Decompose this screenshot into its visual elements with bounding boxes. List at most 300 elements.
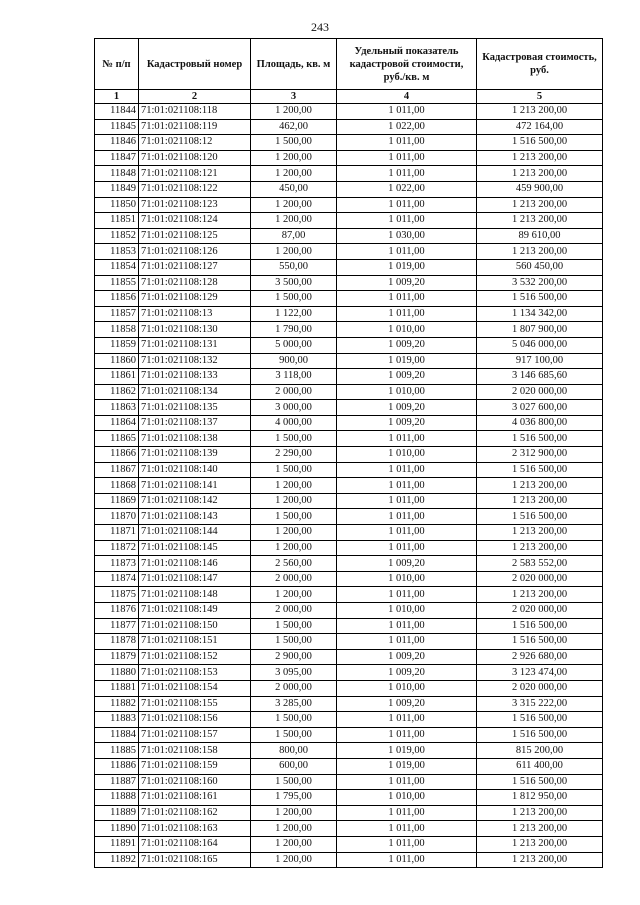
row-number-cell: 11886 [95,758,139,774]
row-number-cell: 11881 [95,680,139,696]
table-row [95,587,603,603]
area-cell: 1 200,00 [251,525,337,541]
area-cell: 600,00 [251,758,337,774]
cadastral-number-cell: 71:01:021108:139 [139,447,251,463]
cadastral-number-cell: 71:01:021108:144 [139,525,251,541]
row-number-cell: 11877 [95,618,139,634]
cadastral-cost-cell: 1 516 500,00 [477,291,603,307]
cadastral-number-cell: 71:01:021108:153 [139,665,251,681]
area-cell: 1 200,00 [251,166,337,182]
row-number-cell: 11859 [95,337,139,353]
cadastral-cost-cell: 2 020 000,00 [477,571,603,587]
cadastral-number-cell: 71:01:021108:157 [139,727,251,743]
table-row [95,696,603,712]
cadastral-cost-cell: 3 146 685,60 [477,369,603,385]
unit-cost-cell: 1 009,20 [337,369,477,385]
area-cell: 1 200,00 [251,478,337,494]
area-cell: 2 000,00 [251,571,337,587]
cadastral-number-cell: 71:01:021108:161 [139,790,251,806]
unit-cost-cell: 1 011,00 [337,478,477,494]
row-number-cell: 11846 [95,135,139,151]
cadastral-cost-cell: 1 213 200,00 [477,852,603,868]
header-cadastral-cost: Кадастровая стоимость, руб. [477,39,603,90]
unit-cost-cell: 1 011,00 [337,525,477,541]
unit-cost-cell: 1 011,00 [337,618,477,634]
unit-cost-cell: 1 011,00 [337,805,477,821]
table-row [95,727,603,743]
cadastral-cost-cell: 1 134 342,00 [477,306,603,322]
cadastral-cost-cell: 1 516 500,00 [477,462,603,478]
row-number-cell: 11850 [95,197,139,213]
area-cell: 462,00 [251,119,337,135]
cadastral-cost-cell: 1 213 200,00 [477,821,603,837]
cadastral-cost-cell: 1 213 200,00 [477,197,603,213]
table-row [95,462,603,478]
cadastral-number-cell: 71:01:021108:140 [139,462,251,478]
cadastral-number-cell: 71:01:021108:142 [139,493,251,509]
cadastral-cost-cell: 3 027 600,00 [477,400,603,416]
cadastral-cost-cell: 2 020 000,00 [477,384,603,400]
table-row [95,649,603,665]
area-cell: 1 200,00 [251,821,337,837]
cadastral-cost-cell: 89 610,00 [477,228,603,244]
cadastral-cost-cell: 472 164,00 [477,119,603,135]
area-cell: 3 095,00 [251,665,337,681]
area-cell: 450,00 [251,181,337,197]
table-row [95,665,603,681]
row-number-cell: 11882 [95,696,139,712]
row-number-cell: 11858 [95,322,139,338]
cadastral-cost-cell: 917 100,00 [477,353,603,369]
unit-cost-cell: 1 011,00 [337,462,477,478]
cadastral-number-cell: 71:01:021108:138 [139,431,251,447]
row-number-cell: 11875 [95,587,139,603]
cadastral-number-cell: 71:01:021108:164 [139,836,251,852]
area-cell: 1 200,00 [251,540,337,556]
table-row [95,821,603,837]
column-number: 4 [337,90,477,104]
row-number-cell: 11864 [95,415,139,431]
table-row [95,852,603,868]
area-cell: 1 500,00 [251,462,337,478]
row-number-cell: 11860 [95,353,139,369]
cadastral-cost-cell: 1 213 200,00 [477,540,603,556]
row-number-cell: 11861 [95,369,139,385]
unit-cost-cell: 1 030,00 [337,228,477,244]
row-number-cell: 11879 [95,649,139,665]
cadastral-number-cell: 71:01:021108:118 [139,104,251,120]
cadastral-number-cell: 71:01:021108:156 [139,712,251,728]
table-row [95,135,603,151]
unit-cost-cell: 1 011,00 [337,166,477,182]
cadastral-cost-cell: 5 046 000,00 [477,337,603,353]
column-number-row [95,90,603,104]
row-number-cell: 11852 [95,228,139,244]
unit-cost-cell: 1 010,00 [337,680,477,696]
unit-cost-cell: 1 011,00 [337,431,477,447]
row-number-cell: 11848 [95,166,139,182]
table-row [95,634,603,650]
table-row [95,259,603,275]
column-number: 2 [139,90,251,104]
cadastral-number-cell: 71:01:021108:158 [139,743,251,759]
table-row [95,712,603,728]
table-row [95,369,603,385]
cadastral-number-cell: 71:01:021108:143 [139,509,251,525]
row-number-cell: 11862 [95,384,139,400]
unit-cost-cell: 1 019,00 [337,743,477,759]
area-cell: 1 200,00 [251,587,337,603]
cadastral-cost-cell: 3 123 474,00 [477,665,603,681]
unit-cost-cell: 1 011,00 [337,727,477,743]
cadastral-number-cell: 71:01:021108:126 [139,244,251,260]
table-row [95,603,603,619]
table-row [95,571,603,587]
row-number-cell: 11872 [95,540,139,556]
cadastral-number-cell: 71:01:021108:135 [139,400,251,416]
row-number-cell: 11845 [95,119,139,135]
area-cell: 1 200,00 [251,493,337,509]
cadastral-cost-cell: 1 516 500,00 [477,727,603,743]
area-cell: 1 200,00 [251,213,337,229]
row-number-cell: 11871 [95,525,139,541]
cadastral-number-cell: 71:01:021108:127 [139,259,251,275]
unit-cost-cell: 1 011,00 [337,587,477,603]
table-row [95,618,603,634]
area-cell: 1 500,00 [251,774,337,790]
cadastral-cost-cell: 1 213 200,00 [477,104,603,120]
area-cell: 87,00 [251,228,337,244]
unit-cost-cell: 1 010,00 [337,603,477,619]
row-number-cell: 11856 [95,291,139,307]
cadastral-number-cell: 71:01:021108:129 [139,291,251,307]
row-number-cell: 11869 [95,493,139,509]
cadastral-cost-cell: 1 213 200,00 [477,805,603,821]
unit-cost-cell: 1 009,20 [337,400,477,416]
unit-cost-cell: 1 011,00 [337,104,477,120]
unit-cost-cell: 1 011,00 [337,774,477,790]
cadastral-cost-cell: 1 213 200,00 [477,478,603,494]
unit-cost-cell: 1 011,00 [337,213,477,229]
area-cell: 1 200,00 [251,244,337,260]
cadastral-cost-cell: 3 315 222,00 [477,696,603,712]
table-row [95,805,603,821]
header-area: Площадь, кв. м [251,39,337,90]
area-cell: 550,00 [251,259,337,275]
unit-cost-cell: 1 010,00 [337,322,477,338]
area-cell: 1 122,00 [251,306,337,322]
area-cell: 1 200,00 [251,836,337,852]
cadastral-number-cell: 71:01:021108:130 [139,322,251,338]
unit-cost-cell: 1 009,20 [337,275,477,291]
table-row [95,758,603,774]
cadastral-cost-cell: 1 213 200,00 [477,150,603,166]
cadastral-number-cell: 71:01:021108:12 [139,135,251,151]
row-number-cell: 11880 [95,665,139,681]
unit-cost-cell: 1 011,00 [337,509,477,525]
cadastral-cost-cell: 1 213 200,00 [477,166,603,182]
row-number-cell: 11891 [95,836,139,852]
table-row [95,244,603,260]
cadastral-cost-cell: 459 900,00 [477,181,603,197]
area-cell: 1 200,00 [251,197,337,213]
cadastral-number-cell: 71:01:021108:137 [139,415,251,431]
area-cell: 800,00 [251,743,337,759]
row-number-cell: 11885 [95,743,139,759]
cadastral-number-cell: 71:01:021108:162 [139,805,251,821]
table-row [95,384,603,400]
cadastral-number-cell: 71:01:021108:121 [139,166,251,182]
unit-cost-cell: 1 011,00 [337,493,477,509]
table-row [95,353,603,369]
row-number-cell: 11890 [95,821,139,837]
row-number-cell: 11851 [95,213,139,229]
table-row [95,680,603,696]
column-number: 3 [251,90,337,104]
row-number-cell: 11854 [95,259,139,275]
row-number-cell: 11855 [95,275,139,291]
cadastral-cost-cell: 1 516 500,00 [477,618,603,634]
row-number-cell: 11866 [95,447,139,463]
cadastral-value-table [94,38,603,868]
cadastral-cost-cell: 1 213 200,00 [477,587,603,603]
row-number-cell: 11876 [95,603,139,619]
cadastral-number-cell: 71:01:021108:120 [139,150,251,166]
unit-cost-cell: 1 011,00 [337,712,477,728]
area-cell: 1 500,00 [251,727,337,743]
area-cell: 3 500,00 [251,275,337,291]
table-row [95,509,603,525]
cadastral-cost-cell: 560 450,00 [477,259,603,275]
cadastral-cost-cell: 1 807 900,00 [477,322,603,338]
area-cell: 900,00 [251,353,337,369]
table-row [95,400,603,416]
unit-cost-cell: 1 009,20 [337,556,477,572]
row-number-cell: 11867 [95,462,139,478]
cadastral-number-cell: 71:01:021108:125 [139,228,251,244]
cadastral-number-cell: 71:01:021108:155 [139,696,251,712]
table-row [95,228,603,244]
cadastral-cost-cell: 611 400,00 [477,758,603,774]
cadastral-number-cell: 71:01:021108:128 [139,275,251,291]
cadastral-number-cell: 71:01:021108:134 [139,384,251,400]
cadastral-cost-cell: 2 312 900,00 [477,447,603,463]
cadastral-cost-cell: 4 036 800,00 [477,415,603,431]
cadastral-cost-cell: 2 926 680,00 [477,649,603,665]
cadastral-number-cell: 71:01:021108:149 [139,603,251,619]
cadastral-number-cell: 71:01:021108:146 [139,556,251,572]
unit-cost-cell: 1 019,00 [337,758,477,774]
row-number-cell: 11887 [95,774,139,790]
cadastral-cost-cell: 815 200,00 [477,743,603,759]
cadastral-cost-cell: 2 020 000,00 [477,603,603,619]
cadastral-number-cell: 71:01:021108:145 [139,540,251,556]
table-row [95,197,603,213]
cadastral-number-cell: 71:01:021108:131 [139,337,251,353]
area-cell: 1 200,00 [251,150,337,166]
unit-cost-cell: 1 009,20 [337,696,477,712]
table-row [95,104,603,120]
area-cell: 1 500,00 [251,431,337,447]
area-cell: 1 795,00 [251,790,337,806]
cadastral-cost-cell: 1 213 200,00 [477,244,603,260]
cadastral-cost-cell: 1 516 500,00 [477,774,603,790]
table-row [95,743,603,759]
cadastral-cost-cell: 1 516 500,00 [477,712,603,728]
cadastral-cost-cell: 2 020 000,00 [477,680,603,696]
area-cell: 1 500,00 [251,135,337,151]
cadastral-number-cell: 71:01:021108:13 [139,306,251,322]
cadastral-number-cell: 71:01:021108:119 [139,119,251,135]
cadastral-number-cell: 71:01:021108:160 [139,774,251,790]
cadastral-number-cell: 71:01:021108:152 [139,649,251,665]
unit-cost-cell: 1 009,20 [337,665,477,681]
table-row [95,447,603,463]
unit-cost-cell: 1 010,00 [337,447,477,463]
area-cell: 1 500,00 [251,291,337,307]
unit-cost-cell: 1 010,00 [337,384,477,400]
cadastral-cost-cell: 1 213 200,00 [477,493,603,509]
unit-cost-cell: 1 011,00 [337,244,477,260]
cadastral-number-cell: 71:01:021108:141 [139,478,251,494]
area-cell: 1 500,00 [251,712,337,728]
row-number-cell: 11844 [95,104,139,120]
table-row [95,540,603,556]
cadastral-number-cell: 71:01:021108:122 [139,181,251,197]
table-row [95,119,603,135]
row-number-cell: 11849 [95,181,139,197]
table-row [95,275,603,291]
table-body [95,104,603,868]
table-row [95,790,603,806]
cadastral-cost-cell: 1 213 200,00 [477,525,603,541]
table-row [95,181,603,197]
area-cell: 2 000,00 [251,603,337,619]
area-cell: 4 000,00 [251,415,337,431]
table-row [95,150,603,166]
cadastral-cost-cell: 1 516 500,00 [477,634,603,650]
table-row [95,774,603,790]
table-row [95,525,603,541]
cadastral-cost-cell: 1 812 950,00 [477,790,603,806]
row-number-cell: 11863 [95,400,139,416]
cadastral-cost-cell: 3 532 200,00 [477,275,603,291]
area-cell: 3 000,00 [251,400,337,416]
area-cell: 2 000,00 [251,384,337,400]
cadastral-number-cell: 71:01:021108:163 [139,821,251,837]
unit-cost-cell: 1 022,00 [337,119,477,135]
row-number-cell: 11888 [95,790,139,806]
unit-cost-cell: 1 009,20 [337,337,477,353]
table-row [95,493,603,509]
table-row [95,291,603,307]
table-header-row [95,39,603,90]
unit-cost-cell: 1 011,00 [337,836,477,852]
unit-cost-cell: 1 019,00 [337,259,477,275]
row-number-cell: 11853 [95,244,139,260]
cadastral-number-cell: 71:01:021108:154 [139,680,251,696]
area-cell: 3 118,00 [251,369,337,385]
cadastral-cost-cell: 2 583 552,00 [477,556,603,572]
unit-cost-cell: 1 022,00 [337,181,477,197]
row-number-cell: 11847 [95,150,139,166]
cadastral-number-cell: 71:01:021108:123 [139,197,251,213]
table-row [95,306,603,322]
unit-cost-cell: 1 019,00 [337,353,477,369]
area-cell: 1 500,00 [251,634,337,650]
area-cell: 5 000,00 [251,337,337,353]
table-row [95,213,603,229]
area-cell: 3 285,00 [251,696,337,712]
page-number: 243 [311,20,329,34]
unit-cost-cell: 1 011,00 [337,821,477,837]
cadastral-cost-cell: 1 213 200,00 [477,213,603,229]
cadastral-cost-cell: 1 516 500,00 [477,431,603,447]
row-number-cell: 11868 [95,478,139,494]
unit-cost-cell: 1 011,00 [337,150,477,166]
row-number-cell: 11878 [95,634,139,650]
row-number-cell: 11873 [95,556,139,572]
area-cell: 1 790,00 [251,322,337,338]
area-cell: 2 290,00 [251,447,337,463]
header-unit-cost: Удельный показатель кадастровой стоимости, руб./кв. м [337,39,477,90]
cadastral-number-cell: 71:01:021108:151 [139,634,251,650]
row-number-cell: 11884 [95,727,139,743]
cadastral-number-cell: 71:01:021108:133 [139,369,251,385]
area-cell: 1 500,00 [251,618,337,634]
row-number-cell: 11865 [95,431,139,447]
table-row [95,322,603,338]
unit-cost-cell: 1 009,20 [337,649,477,665]
row-number-cell: 11883 [95,712,139,728]
header-row-number: № п/п [95,39,139,90]
cadastral-number-cell: 71:01:021108:150 [139,618,251,634]
header-cadastral-number: Кадастровый номер [139,39,251,90]
cadastral-cost-cell: 1 516 500,00 [477,135,603,151]
unit-cost-cell: 1 011,00 [337,540,477,556]
area-cell: 2 000,00 [251,680,337,696]
unit-cost-cell: 1 010,00 [337,790,477,806]
table-row [95,556,603,572]
cadastral-number-cell: 71:01:021108:159 [139,758,251,774]
unit-cost-cell: 1 011,00 [337,852,477,868]
row-number-cell: 11889 [95,805,139,821]
area-cell: 1 200,00 [251,104,337,120]
row-number-cell: 11892 [95,852,139,868]
area-cell: 2 900,00 [251,649,337,665]
cadastral-cost-cell: 1 213 200,00 [477,836,603,852]
row-number-cell: 11870 [95,509,139,525]
area-cell: 2 560,00 [251,556,337,572]
row-number-cell: 11874 [95,571,139,587]
unit-cost-cell: 1 011,00 [337,306,477,322]
column-number: 1 [95,90,139,104]
row-number-cell: 11857 [95,306,139,322]
cadastral-number-cell: 71:01:021108:124 [139,213,251,229]
unit-cost-cell: 1 011,00 [337,197,477,213]
cadastral-number-cell: 71:01:021108:147 [139,571,251,587]
unit-cost-cell: 1 011,00 [337,291,477,307]
cadastral-cost-cell: 1 516 500,00 [477,509,603,525]
cadastral-number-cell: 71:01:021108:165 [139,852,251,868]
cadastral-number-cell: 71:01:021108:132 [139,353,251,369]
table-row [95,478,603,494]
cadastral-number-cell: 71:01:021108:148 [139,587,251,603]
table-row [95,836,603,852]
column-number: 5 [477,90,603,104]
unit-cost-cell: 1 011,00 [337,135,477,151]
unit-cost-cell: 1 011,00 [337,634,477,650]
